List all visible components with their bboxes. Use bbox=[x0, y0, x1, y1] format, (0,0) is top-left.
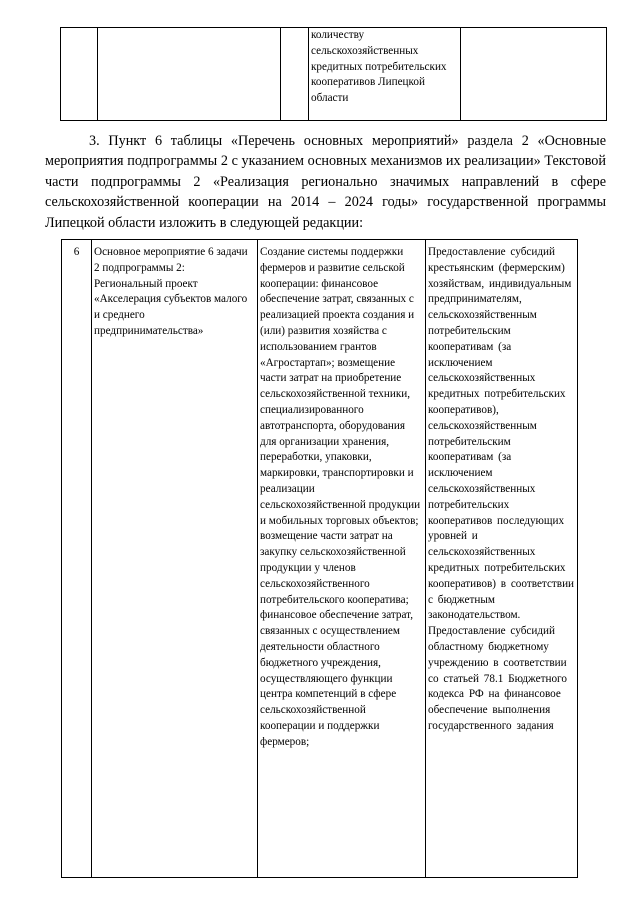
table-cell bbox=[461, 28, 607, 121]
table-row bbox=[62, 240, 578, 878]
paragraph-text: 3. Пункт 6 таблицы «Перечень основных мероприятий» раздела 2 «Основные мероприятия подпрограммы 2 с указанием основных механизмов их реализации» Текстовой части подпрограммы 2 «Реализация регионально значимых направлений в сфере сельскохозяйственной кооперации на 2014 – 2024 годы» государственной программы Липецкой области изложить в следующей редакции: bbox=[45, 133, 606, 231]
measure-cell: Основное мероприятие 6 задачи 2 подпрограммы 2: Региональный проект «Акселерация субъектов малого и среднего предпринимательства» bbox=[92, 240, 258, 878]
implementation-cell: Предоставление субсидий крестьянским (фермерским) хозяйствам, индивидуальным предпринимателям, сельскохозяйственным потребительским кооперативам (за исключением сельскохозяйственных кредитных потребительских кооперативов), сельскохозяйственным потребительским кооперативам (за исключением сельскохозяйственных потребительских кооперативов последующих уровней и сельскохозяйственных кредитных потребительских кооперативов) в соответствии с бюджетным законодательством. Предоставление субсидий областному бюджетному учреждению в соответствии со статьей 78.1 Бюджетного кодекса РФ на финансовое обеспечение выполнения государственного задания bbox=[426, 240, 578, 878]
table-cell bbox=[98, 28, 281, 121]
mechanism-cell: Создание системы поддержки фермеров и развитие сельской кооперации: финансовое обеспечение затрат, связанных с реализацией проекта создания и (или) развития хозяйства с использованием грантов «Агростартап»; возмещение части затрат на приобретение сельскохозяйственной техники, специализированного автотранспорта, оборудования для организации хранения, переработки, упаковки, маркировки, транспортировки и реализации сельскохозяйственной продукции и мобильных торговых объектов; возмещение части затрат на закупку сельскохозяйственной продукции у членов сельскохозяйственного потребительского кооператива; финансовое обеспечение затрат, связанных с осуществлением деятельности областного бюджетного учреждения, осуществляющего функции центра компетенций в сфере сельскохозяйственной кооперации и поддержки фермеров; bbox=[258, 240, 426, 878]
row-number: 6 bbox=[62, 240, 92, 878]
amendment-paragraph bbox=[45, 131, 606, 233]
previous-table-fragment bbox=[60, 27, 607, 121]
table-cell bbox=[281, 28, 309, 121]
table-cell bbox=[61, 28, 98, 121]
table-row bbox=[61, 28, 607, 121]
table-cell: количеству сельскохозяйственных кредитных потребительских кооперативов Липецкой области bbox=[309, 28, 461, 121]
main-measures-table bbox=[61, 239, 578, 878]
